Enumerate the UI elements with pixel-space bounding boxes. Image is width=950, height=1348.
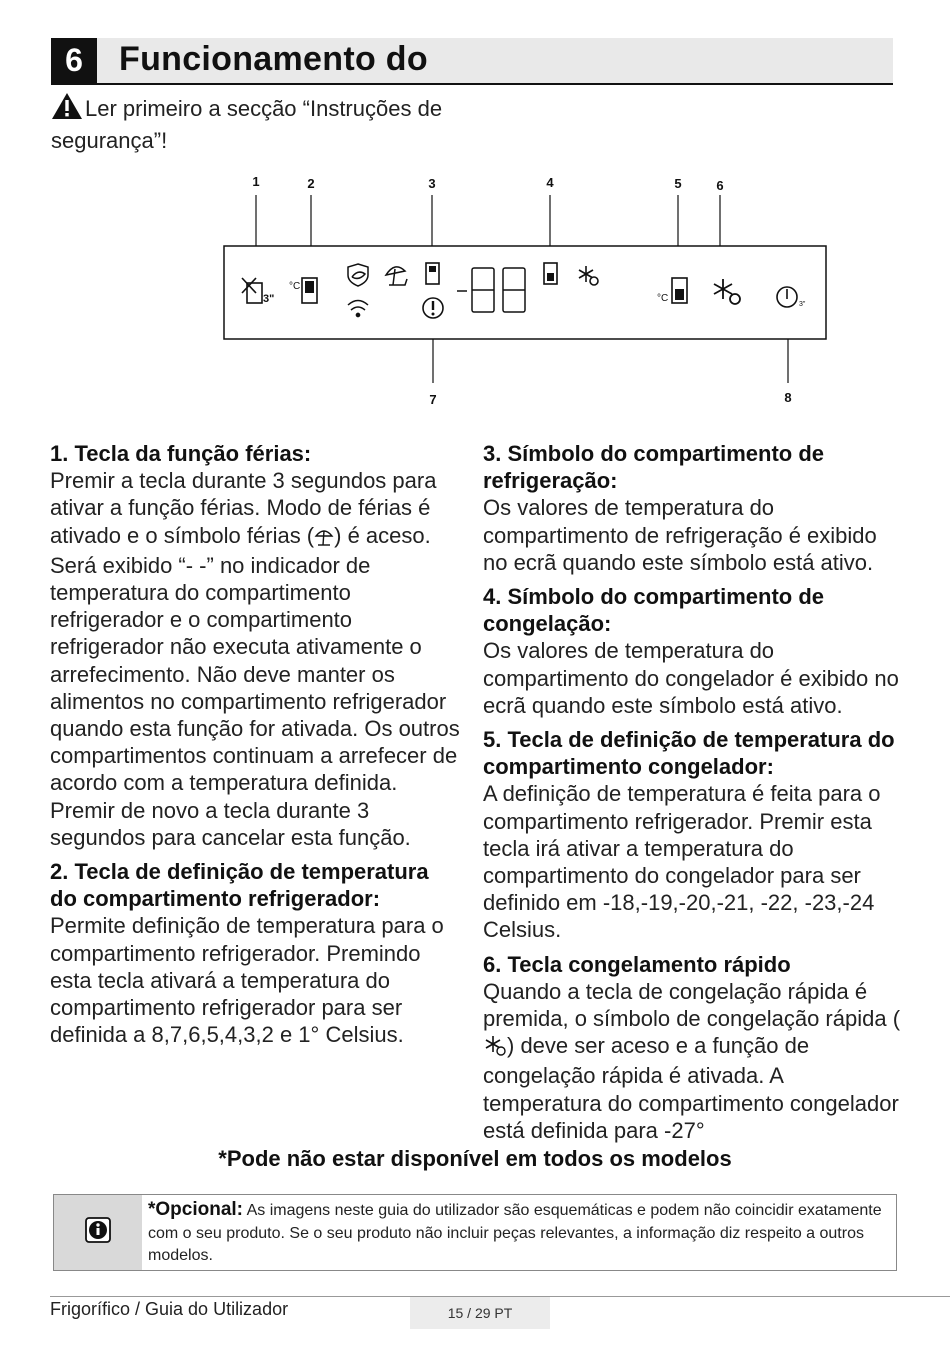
item-vacation-key <box>50 440 460 851</box>
left-column <box>50 440 460 1055</box>
section-number: 6 <box>51 38 97 83</box>
item-body-part: Premir a tecla durante 3 segundos para ativar a função férias. Modo de férias é ativado e o símbolo férias ( <box>50 468 437 548</box>
item-freezer-temp-key <box>483 726 903 944</box>
item-heading: 2. Tecla de definição de temperatura do compartimento refrigerador: <box>50 859 429 912</box>
callout-5: 5 <box>674 176 682 191</box>
optional-note <box>53 1194 897 1271</box>
footer-page-number: 15 / 29 PT <box>410 1297 550 1329</box>
callout-1: 1 <box>252 174 260 189</box>
item-body: A definição de temperatura é feita para o compartimento refrigerador. Premir esta tecla irá ativar a temperatura do compartimento do congelador para ser definido em -18,-19,-20,-21, -22, -23,-24 Celsius. <box>483 781 881 943</box>
snowflake-icon <box>483 1034 507 1062</box>
right-column <box>483 440 903 1151</box>
item-heading: 3. Símbolo do compartimento de refrigeração: <box>483 441 825 494</box>
warning-triangle-icon <box>51 92 83 127</box>
vacation-umbrella-icon <box>314 525 334 552</box>
callout-4: 4 <box>546 175 554 190</box>
callout-8: 8 <box>784 390 792 405</box>
control-panel-drawing <box>0 165 950 415</box>
item-freezer-symbol <box>483 583 903 719</box>
note-text <box>148 1199 890 1268</box>
item-heading: 5. Tecla de definição de temperatura do compartimento congelador: <box>483 727 895 780</box>
item-body <box>483 978 903 1144</box>
freezer-celsius-label: °C <box>657 293 669 304</box>
item-heading: 1. Tecla da função férias: <box>50 441 312 466</box>
callout-6: 6 <box>716 178 724 193</box>
item-body: Os valores de temperatura do compartimento do congelador é exibido no ecrã quando este símbolo está ativo. <box>483 638 899 718</box>
power-3s-label: 3" <box>799 301 806 308</box>
callout-3: 3 <box>428 176 436 191</box>
item-body-part: ) deve ser aceso e a função de congelação rápida é ativada. A temperatura do compartimento congelador está definida para -27° <box>483 1033 899 1143</box>
item-body-part: ) é aceso. Será exibido “- -” no indicador de temperatura do compartimento refrigerador e o compartimento refrigerador não executa ativamente o arrefecimento. Não deve manter os alimentos no compartimento refrigerador quando esta função for ativada. Os outros compartimentos continuam a arrefecer de acordo com a temperatura definida. Premir de novo a tecla durante 3 segundos para cancelar esta função. <box>50 522 460 850</box>
item-heading: 4. Símbolo do compartimento de congelação: <box>483 584 825 637</box>
footer-document-title: Frigorífico / Guia do Utilizador <box>50 1299 289 1319</box>
item-body: Os valores de temperatura do compartimento de refrigeração é exibido no ecrã quando este símbolo está ativo. <box>483 495 877 575</box>
section-title: Funcionamento do <box>119 40 428 78</box>
item-body: Permite definição de temperatura para o compartimento refrigerador. Premindo esta tecla ativará a temperatura do compartimento refrigerador para ser definida a 8,7,6,5,4,3,2 e 1° Celsius. <box>50 913 444 1048</box>
info-icon <box>85 1217 111 1248</box>
control-panel-diagram <box>0 165 950 415</box>
callout-2: 2 <box>307 176 315 191</box>
section-header <box>51 38 893 85</box>
safety-warning <box>51 92 471 155</box>
vacation-3s-label: 3" <box>263 293 275 305</box>
models-disclaimer: *Pode não estar disponível em todos os modelos <box>218 1146 732 1171</box>
warning-text: Ler primeiro a secção “Instruções de segurança”! <box>51 96 443 153</box>
item-heading: 6. Tecla congelamento rápido <box>483 951 791 977</box>
item-quick-freeze-key <box>483 951 903 1144</box>
item-fridge-symbol <box>483 440 903 576</box>
note-body: As imagens neste guia do utilizador são esquemáticas e podem não coincidir exatamente com o seu produto. Se o seu produto não incluir peças relevantes, a informação diz respeito a outros modelos. <box>148 1202 882 1264</box>
callout-7: 7 <box>429 392 437 407</box>
fridge-celsius-label: °C <box>289 281 301 292</box>
item-body <box>50 467 460 851</box>
note-icon-cell <box>54 1195 142 1270</box>
note-label: *Opcional: <box>148 1199 244 1220</box>
item-body-part: Quando a tecla de congelação rápida é premida, o símbolo de congelação rápida ( <box>483 978 901 1032</box>
item-fridge-temp-key <box>50 858 460 1048</box>
